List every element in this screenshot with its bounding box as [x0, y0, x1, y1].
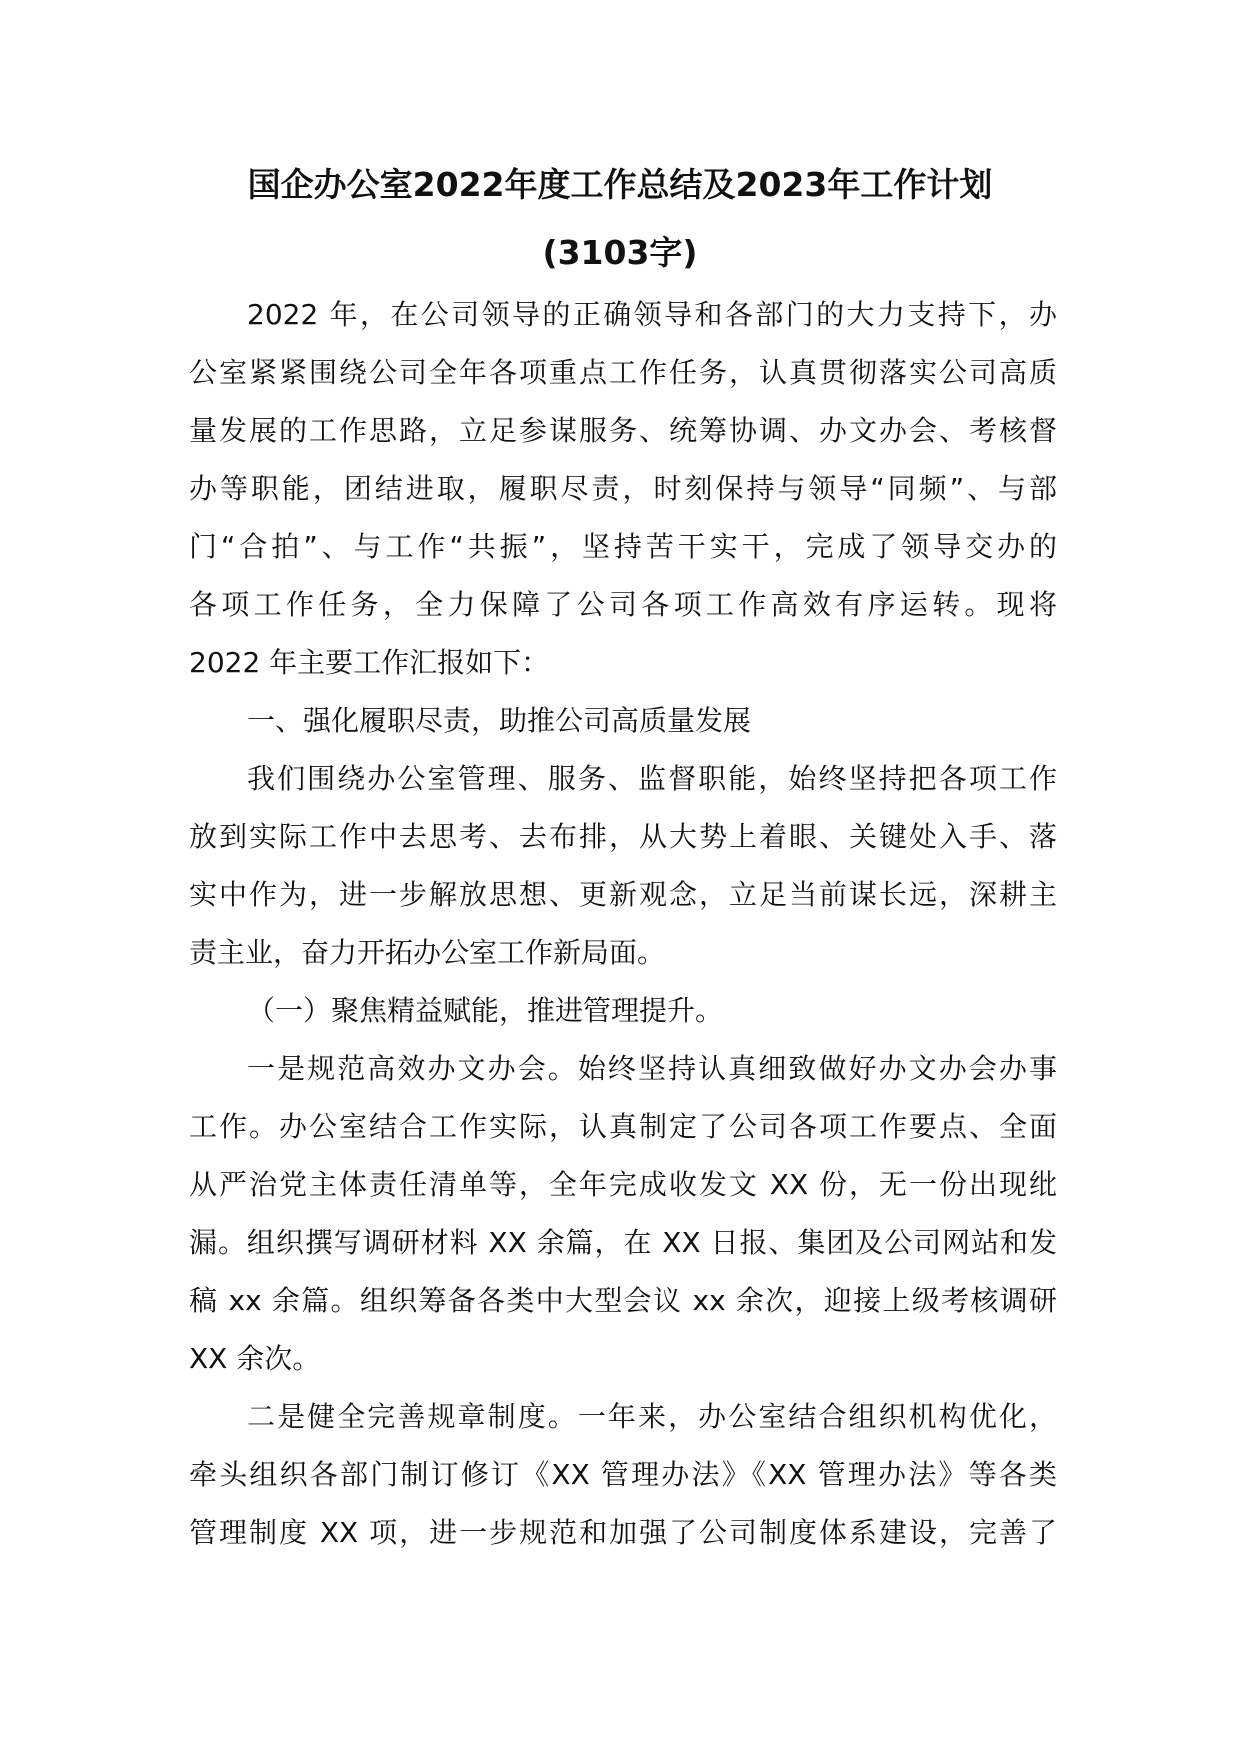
document-subtitle: (3103字): [542, 233, 698, 272]
text-line: 管理制度 XX 项，进一步规范和加强了公司制度体系建设，完善了: [189, 1516, 1057, 1549]
text-line: 放到实际工作中去思考、去布排，从大势上着眼、关键处入手、落: [189, 820, 1057, 853]
text-line: 责主业，奋力开拓办公室工作新局面。: [189, 936, 666, 969]
text-line: 量发展的工作思路，立足参谋服务、统筹协调、办文办会、考核督: [189, 414, 1057, 447]
text-line: 我们围绕办公室管理、服务、监督职能，始终坚持把各项工作: [247, 762, 1057, 795]
text-line: 办等职能，团结进取，履职尽责，时刻保持与领导“同频”、与部: [189, 472, 1057, 505]
text-line: 2022 年，在公司领导的正确领导和各部门的大力支持下，办: [247, 298, 1057, 331]
text-line: 门“合拍”、与工作“共振”，坚持苦干实干，完成了领导交办的: [189, 530, 1057, 563]
text-line: 一、强化履职尽责，助推公司高质量发展: [247, 704, 752, 737]
text-line: 稿 xx 余篇。组织筹备各类中大型会议 xx 余次，迎接上级考核调研: [189, 1284, 1057, 1317]
document-title: 国企办公室2022年度工作总结及2023年工作计划: [247, 165, 993, 204]
text-line: 工作。办公室结合工作实际，认真制定了公司各项工作要点、全面: [189, 1110, 1057, 1143]
text-line: 一是规范高效办文办会。始终坚持认真细致做好办文办会办事: [247, 1052, 1057, 1085]
text-line: 牵头组织各部门制订修订《XX 管理办法》《XX 管理办法》等各类: [189, 1458, 1057, 1491]
document-body: [189, 295, 1057, 1571]
text-line: 从严治党主体责任清单等，全年完成收发文 XX 份，无一份出现纰: [189, 1168, 1057, 1201]
text-line: XX 余次。: [189, 1342, 321, 1375]
text-line: 2022 年主要工作汇报如下：: [189, 646, 550, 679]
text-line: 二是健全完善规章制度。一年来，办公室结合组织机构优化，: [247, 1400, 1057, 1433]
text-line: 各项工作任务，全力保障了公司各项工作高效有序运转。现将: [189, 588, 1057, 621]
text-line: 实中作为，进一步解放思想、更新观念，立足当前谋长远，深耕主: [189, 878, 1057, 911]
text-line: 公室紧紧围绕公司全年各项重点工作任务，认真贯彻落实公司高质: [189, 356, 1057, 389]
text-line: 漏。组织撰写调研材料 XX 余篇，在 XX 日报、集团及公司网站和发: [189, 1226, 1057, 1259]
text-line: （一）聚焦精益赋能，推进管理提升。: [247, 994, 724, 1027]
